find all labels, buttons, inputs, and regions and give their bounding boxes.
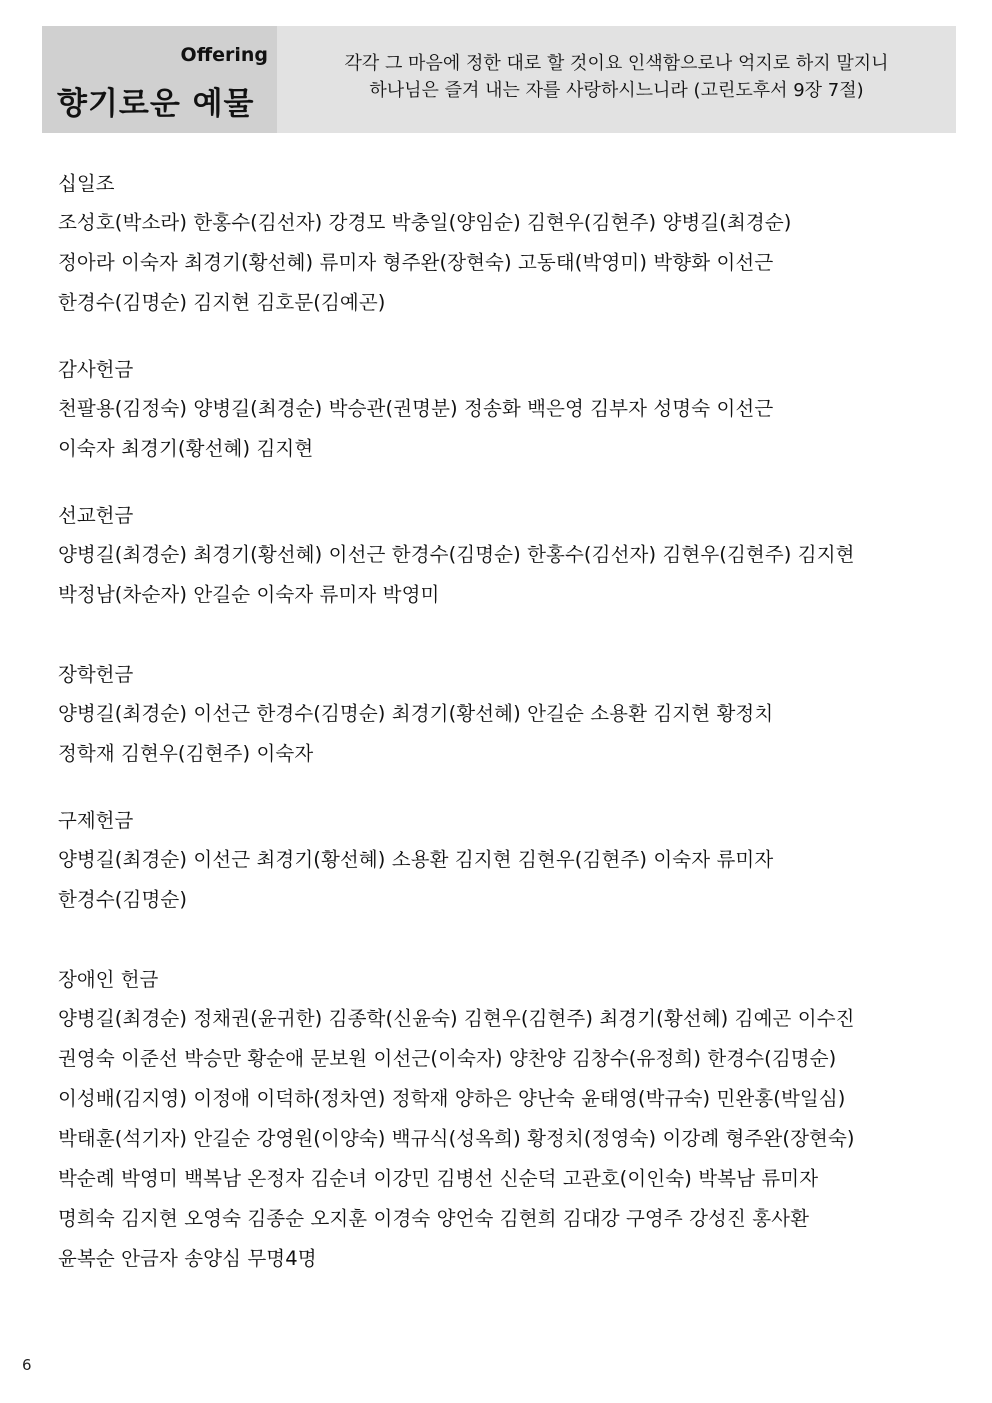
title-box: [42, 26, 277, 133]
verse-line-1: 각각 그 마음에 정한 대로 할 것이요 인색함으로나 억지로 하지 말지니: [344, 52, 889, 74]
name-line: 천팔용(김정숙) 양병길(최경순) 박승관(권명분) 정송화 백은영 김부자 성명숙 이선근: [58, 397, 774, 420]
name-line: 조성호(박소라) 한홍수(김선자) 강경모 박충일(양임순) 김현우(김현주) 양병길(최경순): [58, 211, 792, 234]
title-english: Offering: [180, 44, 268, 66]
section-mission: [58, 502, 938, 615]
name-line: 박정남(차순자) 안길순 이숙자 류미자 박영미: [58, 583, 440, 606]
section-thanksgiving: [58, 356, 938, 469]
title-korean: 향기로운 예물: [57, 86, 255, 122]
name-line: 윤복순 안금자 송양심 무명4명: [58, 1247, 317, 1270]
section-scholarship: [58, 661, 938, 774]
name-line: 양병길(최경순) 정채권(윤귀한) 김종학(신윤숙) 김현우(김현주) 최경기(황선혜) 김예곤 이수진: [58, 1007, 855, 1030]
offering-header: [42, 26, 956, 133]
section-title: 장학헌금: [58, 663, 134, 686]
name-line: 박순례 박영미 백복남 온정자 김순녀 이강민 김병선 신순덕 고관호(이인숙) 박복남 류미자: [58, 1167, 819, 1190]
name-line: 이성배(김지영) 이정애 이덕하(정차연) 정학재 양하은 양난숙 윤태영(박규숙) 민완홍(박일심): [58, 1087, 846, 1110]
name-line: 양병길(최경순) 최경기(황선혜) 이선근 한경수(김명순) 한홍수(김선자) 김현우(김현주) 김지현: [58, 543, 855, 566]
name-line: 명희숙 김지현 오영숙 김종순 오지훈 이경숙 양언숙 김현희 김대강 구영주 강성진 홍사환: [58, 1207, 810, 1230]
page-number: 6: [22, 1356, 32, 1374]
section-disability: [58, 966, 938, 1279]
bible-verse: [277, 26, 956, 133]
offering-list: [58, 170, 938, 1312]
name-line: 한경수(김명순): [58, 888, 188, 911]
section-title: 선교헌금: [58, 504, 134, 527]
name-line: 양병길(최경순) 이선근 한경수(김명순) 최경기(황선혜) 안길순 소용환 김지현 황정치: [58, 702, 774, 725]
name-line: 정학재 김현우(김현주) 이숙자: [58, 742, 314, 765]
section-title: 장애인 헌금: [58, 968, 159, 991]
name-line: 정아라 이숙자 최경기(황선혜) 류미자 형주완(장현숙) 고동태(박영미) 박향화 이선근: [58, 251, 774, 274]
name-line: 양병길(최경순) 이선근 최경기(황선혜) 소용환 김지현 김현우(김현주) 이숙자 류미자: [58, 848, 774, 871]
verse-line-2: 하나님은 즐겨 내는 자를 사랑하시느니라 (고린도후서 9장 7절): [369, 79, 864, 101]
section-title: 감사헌금: [58, 358, 134, 381]
section-title: 구제헌금: [58, 809, 134, 832]
name-line: 박태훈(석기자) 안길순 강영원(이양숙) 백규식(성옥희) 황정치(정영숙) 이강례 형주완(장현숙): [58, 1127, 855, 1150]
name-line: 권영숙 이준선 박승만 황순애 문보원 이선근(이숙자) 양찬양 김창수(유정희) 한경수(김명순): [58, 1047, 837, 1070]
name-line: 한경수(김명순) 김지현 김호문(김예곤): [58, 291, 386, 314]
section-tithe: [58, 170, 938, 323]
section-relief: [58, 807, 938, 920]
name-line: 이숙자 최경기(황선혜) 김지현: [58, 437, 314, 460]
section-title: 십일조: [58, 172, 115, 195]
